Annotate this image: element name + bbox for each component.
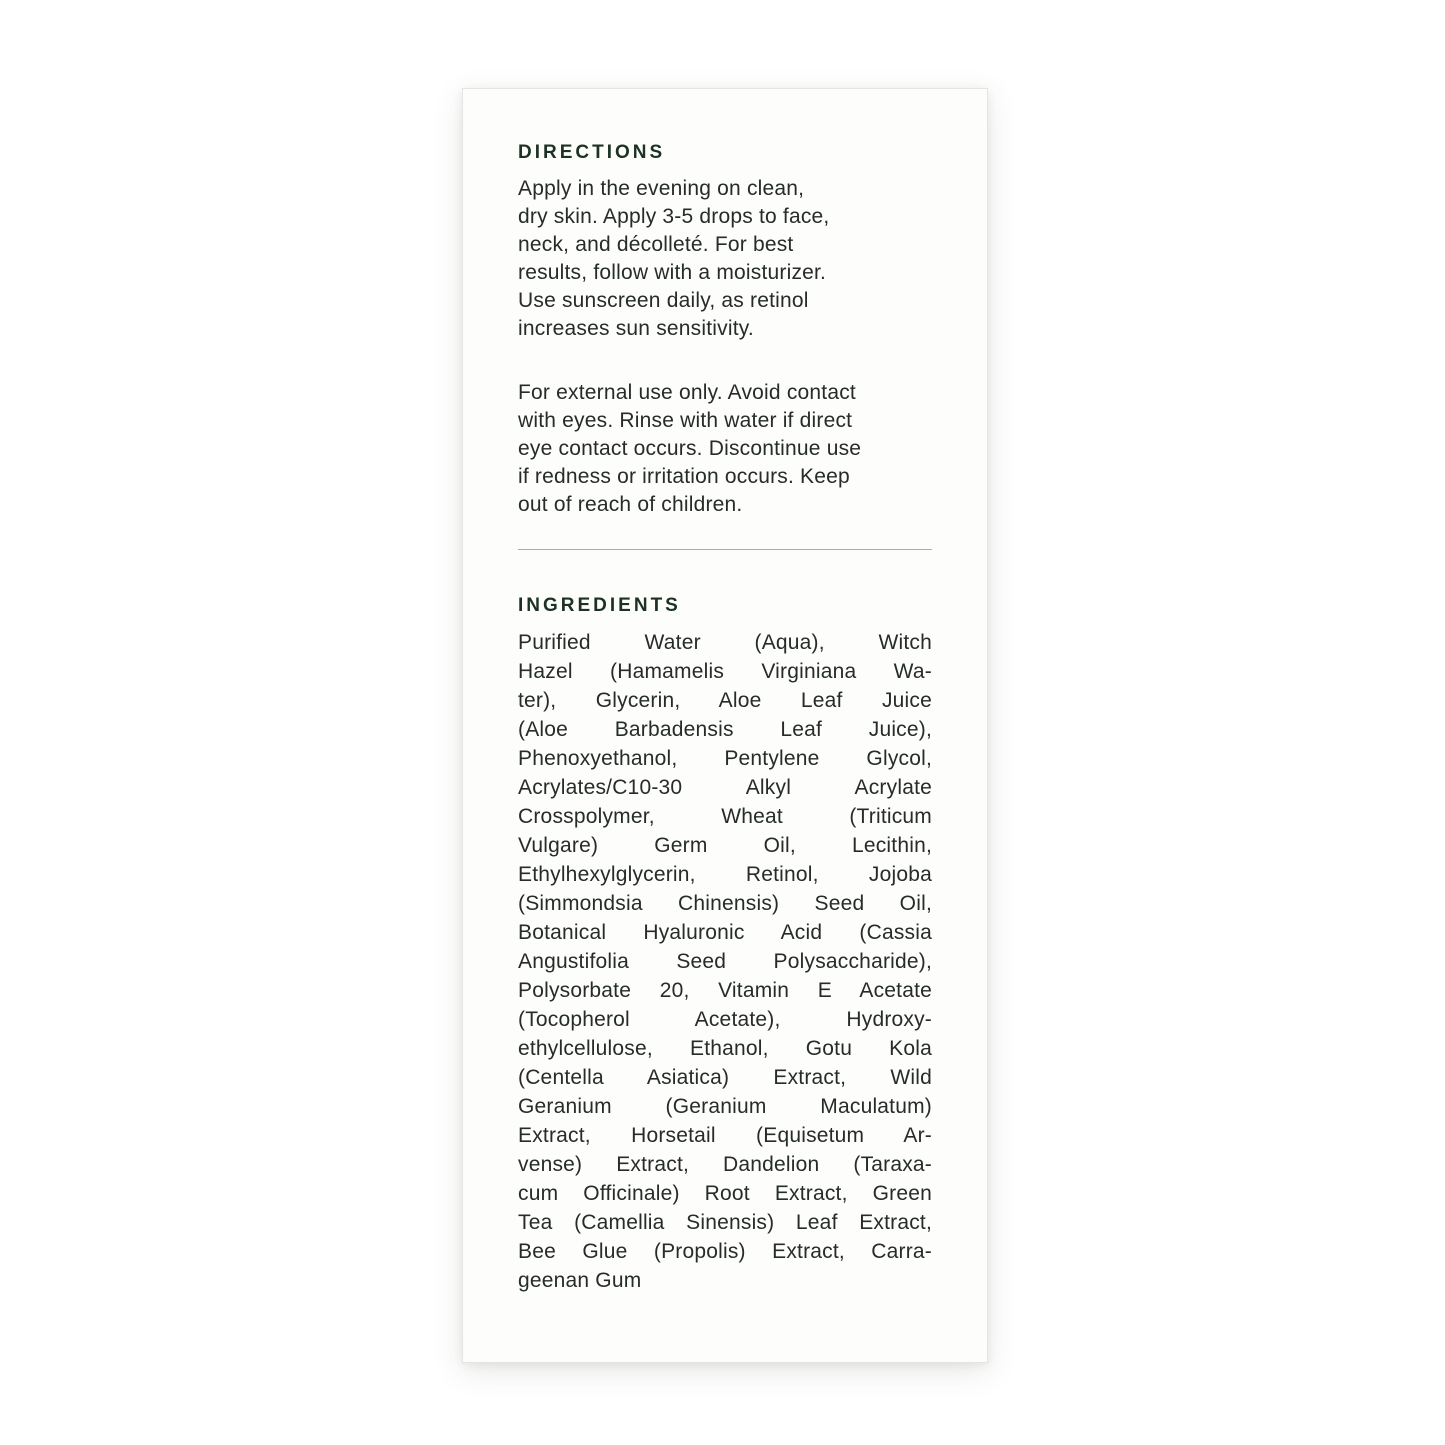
text-line: Polysorbate 20, Vitamin E Acetate (518, 979, 932, 1002)
directions-usage-text (518, 175, 932, 343)
text-line: (Simmondsia Chinensis) Seed Oil, (518, 892, 932, 915)
text-line: geenan Gum (518, 1269, 642, 1292)
section-divider (518, 549, 932, 550)
text-line: dry skin. Apply 3-5 drops to face, (518, 205, 830, 228)
text-line: Botanical Hyaluronic Acid (Cassia (518, 921, 932, 944)
text-line: Acrylates/C10-30 Alkyl Acrylate (518, 776, 932, 799)
packaging-info-panel (462, 88, 988, 1363)
text-line: results, follow with a moisturizer. (518, 261, 827, 284)
text-line: Vulgare) Germ Oil, Lecithin, (518, 834, 932, 857)
text-line: Tea (Camellia Sinensis) Leaf Extract, (518, 1211, 932, 1234)
text-line: Purified Water (Aqua), Witch (518, 631, 932, 654)
directions-heading: DIRECTIONS (518, 142, 666, 163)
directions-warning-text (518, 379, 932, 519)
text-line: Geranium (Geranium Maculatum) (518, 1095, 932, 1118)
text-line: Hazel (Hamamelis Virginiana Wa- (518, 660, 932, 683)
text-line: Apply in the evening on clean, (518, 177, 805, 200)
text-line: if redness or irritation occurs. Keep (518, 465, 850, 488)
text-line: out of reach of children. (518, 493, 743, 516)
text-line: Ethylhexylglycerin, Retinol, Jojoba (518, 863, 932, 886)
text-line: Phenoxyethanol, Pentylene Glycol, (518, 747, 932, 770)
text-line: Crosspolymer, Wheat (Triticum (518, 805, 932, 828)
text-line: (Aloe Barbadensis Leaf Juice), (518, 718, 932, 741)
text-line: cum Officinale) Root Extract, Green (518, 1182, 932, 1205)
text-line: Angustifolia Seed Polysaccharide), (518, 950, 932, 973)
text-line: with eyes. Rinse with water if direct (518, 409, 853, 432)
text-line: ethylcellulose, Ethanol, Gotu Kola (518, 1037, 932, 1060)
text-line: ter), Glycerin, Aloe Leaf Juice (518, 689, 932, 712)
text-line: For external use only. Avoid contact (518, 381, 856, 404)
text-line: Extract, Horsetail (Equisetum Ar- (518, 1124, 932, 1147)
text-line: Use sunscreen daily, as retinol (518, 289, 809, 312)
ingredients-heading: INGREDIENTS (518, 595, 681, 616)
text-line: neck, and décolleté. For best (518, 233, 794, 256)
text-line: (Tocopherol Acetate), Hydroxy- (518, 1008, 932, 1031)
text-line: eye contact occurs. Discontinue use (518, 437, 862, 460)
text-line: Bee Glue (Propolis) Extract, Carra- (518, 1240, 932, 1263)
text-line: (Centella Asiatica) Extract, Wild (518, 1066, 932, 1089)
text-line: vense) Extract, Dandelion (Taraxa- (518, 1153, 932, 1176)
ingredients-list-text (518, 628, 932, 1295)
text-line: increases sun sensitivity. (518, 317, 754, 340)
